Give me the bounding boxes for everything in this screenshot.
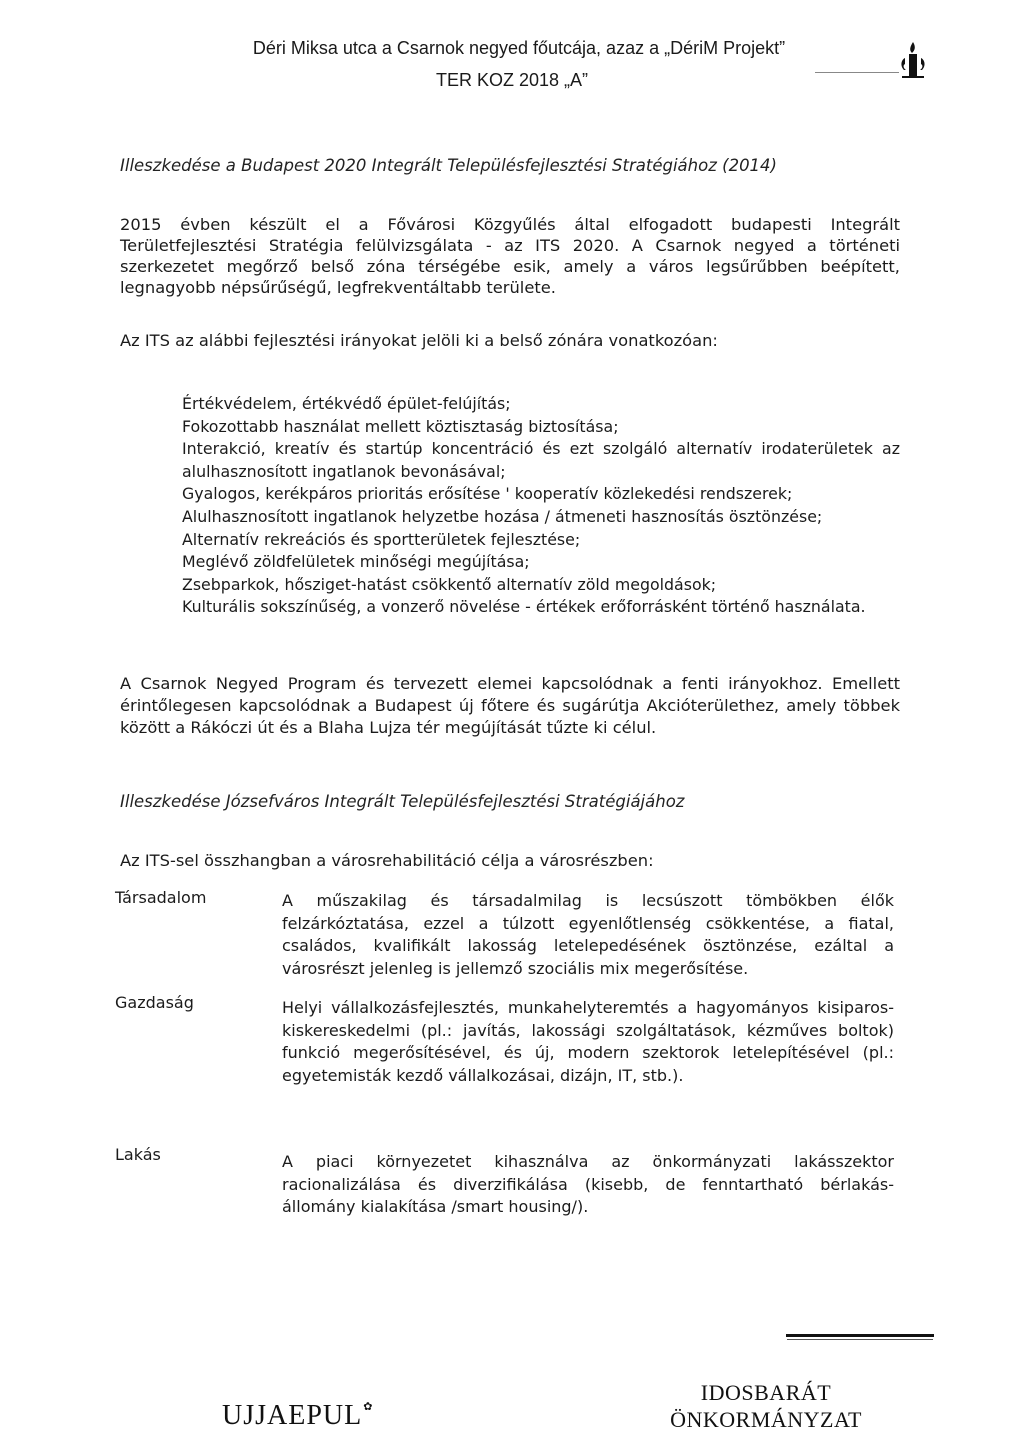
goal-label-gazdasag: Gazdaság [115, 993, 194, 1012]
goal-label-tarsadalom: Társadalom [115, 888, 207, 907]
direction-list [182, 393, 900, 619]
list-item: Interakció, kreatív és startúp koncentráció és ezt szolgáló alternatív irodaterületek az alulhasznosított ingatlanok bevonásával; [182, 439, 900, 481]
list-item: Kulturális sokszínűség, a vonzerő növelése - értékek erőforrásként történő használata. [182, 597, 866, 617]
list-item: Alulhasznosított ingatlanok helyzetbe hozása / átmeneti hasznosítás ösztönzése; [182, 506, 823, 526]
list-item: Értékvédelem, értékvédő épület-felújítás; [182, 394, 511, 413]
goal-label-lakas: Lakás [115, 1145, 161, 1164]
section-paragraph: 2015 évben készült el a Fővárosi Közgyűlés által elfogadott budapesti Integrált Területfejlesztési Stratégia felülvizsgálata - az ITS 2020. A Csarnok negyed a történeti szerkezetet megőrző belső zóna térségébe esik, amely a város legsűrűbben beépített, legnagyobb népsűrűségű, legfrekventáltabb területe. [120, 215, 900, 297]
goal-text-gazdasag: Helyi vállalkozásfejlesztés, munkahelyteremtés a hagyományos kisiparos-kiskereskedelmi (pl.: javítás, lakossági szolgáltatások, kézműves boltok) funkció megerősítésével, és új, modern szektorok letelepítésével (pl.: egyetemisták kezdő vállalkozásai, dizájn, IT, stb.). [282, 998, 894, 1085]
header-divider [815, 72, 899, 73]
idosbarat-logo-line1: IDOSBARÁT [700, 1380, 832, 1405]
list-item: Zsebparkok, hősziget-hatást csökkentő alternatív zöld megoldások; [182, 574, 717, 594]
section2-lead-text: Az ITS-sel összhangban a városrehabilitáció célja a városrészben: [120, 851, 654, 870]
goal-text-lakas: A piaci környezetet kihasználva az önkormányzati lakásszektor racionalizálása és diverzifikálása (kisebb, de fenntartható bérlakás-állomány kialakítása /smart housing/). [282, 1152, 894, 1216]
header-title: Déri Miksa utca a Csarnok negyed főutcája, azaz a „DériM Projekt” [252, 38, 786, 58]
candle-logo-icon [898, 40, 928, 80]
leaf-mark-icon: ✿ [363, 1401, 374, 1413]
section-heading-its-2020: Illeszkedése a Budapest 2020 Integrált Településfejlesztési Stratégiához (2014) [120, 156, 777, 175]
list-item: Fokozottabb használat mellett köztisztaság biztosítása; [182, 416, 619, 436]
list-item: Gyalogos, kerékpáros prioritás erősítése ' kooperatív közlekedési rendszerek; [182, 484, 793, 504]
goal-text-tarsadalom: A műszakilag és társadalmilag is lecsúszott tömbökben élők felzárkóztatása, ezzel a túlzott egyenlőtlenség csökkentése, a fiatal, családos, kvalifikált lakosság letelepedésének ösztönzése, ezáltal a városrészt jelenleg is jellemző szociális mix megerősítése. [282, 891, 894, 978]
footer-divider [786, 1334, 934, 1337]
footer-divider-thin [787, 1339, 933, 1340]
header-subtitle: TER KOZ 2018 „A” [435, 70, 589, 90]
idosbarat-logo [651, 1379, 881, 1433]
closing-paragraph: A Csarnok Negyed Program és tervezett elemei kapcsolódnak a fenti irányokhoz. Emellett érintőlegesen kapcsolódnak a Budapest új főtere és sugárútja Akcióterülethez, amely többek között a Rákóczi út és a Blaha Lujza tér megújítását tűzte ki célul. [120, 674, 900, 737]
ujjaepul-logo [222, 1400, 373, 1432]
list-item: Alternatív rekreációs és sportterületek fejlesztése; [182, 529, 581, 549]
idosbarat-logo-line2: ÖNKORMÁNYZAT [670, 1407, 862, 1432]
list-item: Meglévő zöldfelületek minőségi megújítása; [182, 552, 530, 572]
section-lead-text: Az ITS az alábbi fejlesztési irányokat jelöli ki a belső zónára vonatkozóan: [120, 331, 718, 350]
section-heading-jozsefvaros: Illeszkedése Józsefváros Integrált Településfejlesztési Stratégiájához [120, 792, 685, 811]
ujjaepul-logo-text: UJJAEPUL [222, 1400, 363, 1431]
